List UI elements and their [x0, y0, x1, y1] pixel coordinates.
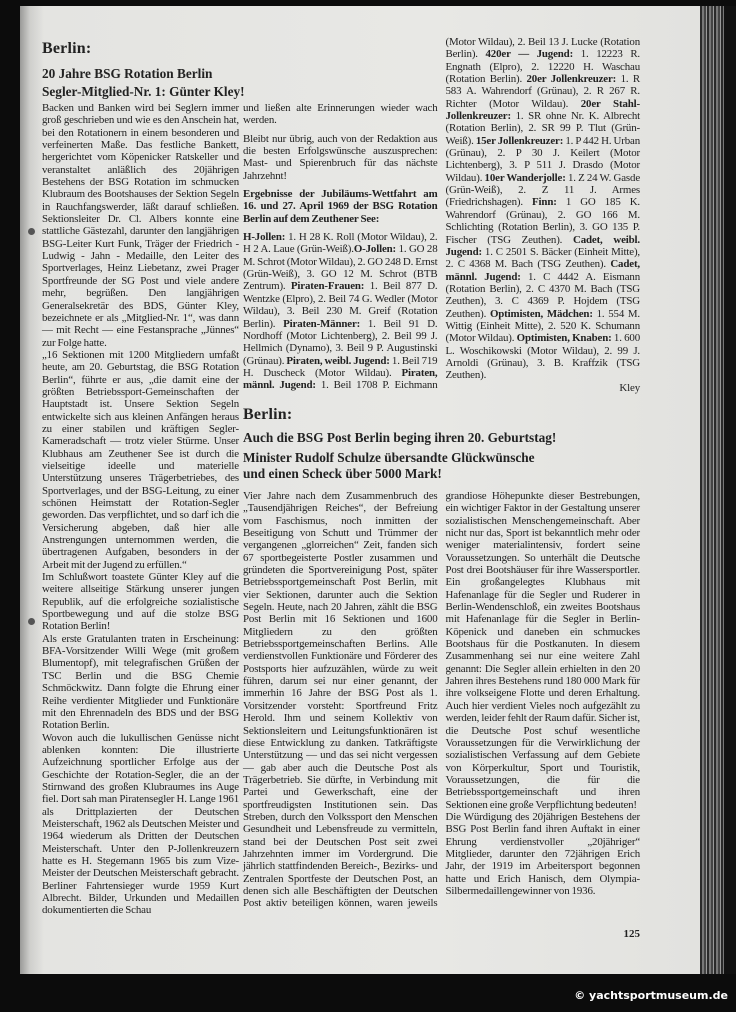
paragraph: Die Würdigung des 20jährigen Bestehens der BSG Post Berlin fand ihren Auftakt in einer Ehrung verdienstvoller „20jähriger“ Mitglieder, darunter den 72jährigen Erich Jahr, der 1919 im Arbeitersport begonnen hatte und Erich Hanisch, dem Olympia-Silbermedaillengewinner von 1936. [445, 810, 640, 897]
result-class-label: Cadet, männl. Jugend: [445, 258, 640, 283]
paragraph: Im Schlußwort toastete Günter Kley auf die weitere allseitige Stärkung unserer jungen Republik, auf die erfolgreiche sozialistische Sportbewegung und auf die stolze BSG Rotation Berlin! [42, 571, 239, 633]
result-class-label: Optimisten, Knaben: [516, 332, 612, 345]
result-entries: 1. P 442 H. Urban (Grünau), 2. P 30 J. Keilert (Motor Lichtenberg), 3. P 511 J. Drasdo (Motor Wildau). [445, 134, 641, 184]
result-class-label: Cadet, weibl. Jugend: [445, 233, 640, 258]
page-stack-edge [700, 6, 736, 974]
paragraph: Bleibt nur übrig, auch von der Redaktion aus die besten Erfolgswünsche auszusprechen: Mast- und Spierenbruch für das nächste Jahrzehnt! [243, 132, 438, 182]
result-class-label: Piraten-Männer: [283, 317, 361, 330]
author: Kley [619, 381, 640, 394]
result-class-label: 10er Wanderjolle: [484, 171, 566, 184]
results-heading: Ergebnisse der Jubiläums-Wettfahrt am 16. und 27. April 1969 der BSG Rotation Berlin auf dem Zeuthener See: [243, 188, 438, 225]
paragraph: Vier Jahre nach dem Zusammenbruch des „Tausendjährigen Reiches“, der Befreiung vom Faschismus, noch inmitten der Beseitigung von Schutt und Trümmer der vergangenen „glorreichen“ Zeit, fanden sich 67 sportbegeisterte Postler zusammen und gründeten die Sportvereinigung Post, später Betriebssportgemeinschaft Post Berlin, mit vier Sektionen, darunter auch die Sektion Segeln. Heute, nach 20 Jahren, zählt die BSG Post Berlin mit 16 Sektionen und 1600 Mitgliedern zu den größten Betriebssportgemeinschaften Berlins. Alle verdienstvollen Funktionäre und Förderer des Postsports hier aufzuzählen, würde zu weit führen, darum sei nur einer genannt, der immerhin 16 Jahre der BSG Post als 1. Vorsitzender vorsteht: Sportfreund Fritz Herold. Ihm und seinem Kollektiv von Sektionsleitern und Leitungsfunktionären ist diese Entwicklung zu danken. Tatkräftigste Unterstützung — und das sei nicht vergessen — gab aber auch die Deutsche Post als Trägerbetrieb. Sie dürfte, in Verbindung mit Partei und Gewerkschaft, eine der sportfreudigsten Institutionen sein. Das Streben, durch den Volkssport den Menschen Gesundheit und Lebensfreude zu vermitteln, stand bei der Deutschen Post seit zwei Jahrzehnten immer im Vordergrund. Die jährlich stattfindenden Bereich-, Bezirks- und Zentralen Sportfeste der Deutschen Post, an denen sich alle Beschäftigten der Deutschen Post aktiv beteiligen können, waren jeweils grandiose Höhepunkte dieser Bestrebungen, ein wichtiger Faktor in der Gestaltung unserer sozialistischen Menschengemeinschaft. Aber nicht nur das, Sport ist bekanntlich mehr oder weniger materialintensiv, fordert seine Voraussetzungen. So unterhält die Deutsche Post drei Bootshäuser für ihre Wassersportler. Ein großangelegtes Klubhaus mit Hafenanlage für die Segler und Ruderer in Berlin-Wendenschloß, ein zweites Bootshaus mit Hafenanlage für die Segler in Berlin-Köpenick und daneben ein schmuckes Bootshaus für die Postkanuten. In diesem Zusammenhang sei nur eine weitere Zahl genannt: Die Segler allein erhielten in den 20 Jahren ihres Bestehens rund 180 000 Mark für ihre volkseigene Flotte und deren Erhaltung. Auch hier verdient Vieles noch aufgezählt zu werden, leider fehlt der Raum dafür. Sicher ist, die Deutsche Post schuf wesentliche Voraussetzungen für die Verwirklichung der sozialistischen Verfassung auf dem Gebiete von Körperkultur, Sport und Touristik, Voraussetzungen, die für die Betriebssportgemeinschaft und ihren Sektionen eine große Verpflichtung bedeuten! [243, 489, 640, 910]
result-entries: 1. Z 24 W. Gasde (Grün-Weiß), 2. Z 11 J. Armes (Friedrichshagen). [445, 171, 640, 209]
result-entries: 1. H 28 K. Roll (Motor Wildau), 2. H 2 A. Laue (Grün-Weiß). [243, 231, 438, 256]
result-class-label: Piraten-Frauen: [290, 280, 365, 293]
paragraph: Als erste Gratulanten traten in Erscheinung: BFA-Vorsitzender Willi Wege (mit großem Blumentopf), mit telegrafischen Grüßen der TSC Berlin und die BSG Chemie Schmöckwitz. Dann folgte die Ehrung einer Reihe verdienter Mitglieder und Funktionäre mit den Ehrennadeln des BDS und der BSG Rotation Berlin. [42, 632, 239, 732]
result-entries: 1. C 4442 A. Eismann (Rotation Berlin), 2. C 4370 M. Bach (TSG Zeuthen), 3. C 4369 P. Hojdem (TSG Zeuthen). [445, 270, 640, 320]
binding-hole [28, 618, 35, 625]
result-class-label: H-Jollen: [243, 231, 286, 244]
article2-body [243, 490, 640, 910]
result-entries: 1. R 583 A. Wahrendorf (Grünau), 2. R 267 R. Richter (Motor Wildau). [445, 73, 640, 110]
result-class-label: O-Jollen: [353, 243, 397, 256]
result-entries: 1. 600 L. Woschikowski (Motor Wildau), 2. 99 J. Arnoldi (Grünau), 3. B. Kraffzik (TSG Zeuthen). [445, 332, 641, 382]
paragraph: und ließen alte Erinnerungen wieder wach werden. [243, 102, 438, 127]
result-class-label: Piraten, männl. Jugend: [243, 366, 438, 392]
result-entries: 1. 12223 R. Engnath (Elpro), 2. 12220 H. Waschau (Rotation Berlin). [445, 48, 640, 86]
result-class-label: 15er Jollenkreuzer: [475, 134, 564, 147]
binding-hole [28, 228, 35, 235]
result-entries: 1. GO 28 M. Schrot (Motor Wildau), 2. GO 248 D. Ernst (Grün-Weiß), 3. GO 12 M. Schrot (BTB Zentrum). [243, 243, 438, 293]
watermark: © yachtsportmuseum.de [574, 989, 728, 1002]
result-entries: 1. Beil 91 D. Nordhoff (Motor Lichtenberg), 2. Beil 99 J. Hellmich (Dynamo), 3. Beil 9 P. Augustinski (Grünau). [243, 317, 438, 367]
result-entries: 1. 554 M. Wittig (Einheit Mitte), 2. 520 K. Schumann (Motor Wildau). [445, 307, 640, 345]
article2-subtitle-line2: und einen Scheck über 5000 Mark! [243, 465, 442, 481]
result-class-label: 20er Stahl-Jollenkreuzer: [445, 97, 640, 123]
result-entries: 1. Beil 1708 P. Eichmann (Motor Wildau), 2. Beil 13 J. Lucke (Rotation Berlin). [315, 36, 640, 392]
result-class-label: Piraten, weibl. Jugend: [286, 354, 390, 367]
result-class-label: 20er Jollenkreuzer: [526, 73, 617, 86]
result-entries: 1. C 2501 S. Bäcker (Einheit Mitte), 2. C 4368 M. Bach (TSG Zeuthen). [445, 245, 640, 271]
article1-subtitle: Segler-Mitglied-Nr. 1: Günter Kley! [42, 84, 245, 99]
result-class-label: 420er — Jugend: [485, 48, 574, 61]
article2-title: Auch die BSG Post Berlin beging ihren 20. Geburtstag! [243, 429, 557, 445]
result-entries: 1 GO 185 K. Wahrendorf (Grünau), 2. GO 166 M. Schlichting (Rotation Berlin), 3. GO 135 P. Fischer (TSG Zeuthen). [445, 196, 640, 246]
paragraph: Backen und Banken wird bei Seglern immer groß geschrieben und wie es den Anschein hat, bei den Rotationern in einem besonderen und verfeinerten Maße. Das festliche Bankett, hergerichtet vom Köpenicker Ratskeller und veranstaltet anläßlich des 20jährigen Bestehens der BSG Rotation im schmucken Klubraum des Bootshauses der Sektion Segeln in Rauchfangswerder, läßt darauf schließen. Sektionsleiter Dr. Cl. Albers konnte eine stattliche Gästezahl, darunter den langjährigen BSG-Leiter Kurt Funk, Träger der Friedrich - Ludwig - Jahn - Medaille, den Leiter des Sportverlages, Heinz Liebetanz, zwei Prager Sportfreunde der SG Post und viele andere mehr, begrüßen. Den langjährigen Generalsekretär des BDS, Günter Kley, bezeichnete er als „Mitglied-Nr. 1“, was dann — mit Recht — eine Festansprache „Jünnes“ zur Folge hatte. [42, 102, 239, 349]
result-entries: 1. Beil 719 H. Duscheck (Motor Wildau). [243, 354, 438, 379]
right-content-area [243, 36, 640, 940]
paragraph: Wovon auch die lukullischen Genüsse nicht ablenken konnten: Die illustrierte Aufzeichnung sportlicher Erfolge aus der Geschichte der Rotation-Segler, die an der Stirnwand des großen Klubraumes ins Auge fiel. Dort sah man Piratensegler H. Lange 1961 als Drittplazierten der Deutschen Meisterschaft, 1962 als Deutschen Meister und 1964 wiederum als Dritten der Deutschen Meisterschaft. Unter den P-Jollenkreuzern hatte es H. Stegemann 1965 bis zum Vize-Meister der Deutschen Meisterschaft gebracht. Berliner Fahrtensieger wurde 1959 Kurt Albrecht. Bilder, Urkunden und Medaillen dokumentierten die Schau [42, 731, 239, 917]
paragraph: „16 Sektionen mit 1200 Mitgliedern umfaßt heute, am 20. Geburtstag, die BSG Rotation Berlin“, führte er aus, „die damit eine der größten Betriebssport-Gemeinschaften der Hauptstadt ist. Unsere Sektion Segeln entwickelte sich aus kleinen Anfängen heraus zu einer stabilen und kräftigen Segler-Kameradschaft — trotz vieler Stürme. Unser Klubhaus am Zeuthener See ist durch die vielseitige ideelle und materielle Unterstützung unseres Trägerbetriebes, des Sportverlages, und der BSG-Leitung, zu einer schönen Heimstatt der Rotation-Segler geworden. Das verpflichtet, und so darf ich die Versicherung abgeben, daß hier alle Anstrengungen unternommen werden, die übertragenen Aufgaben, besonders in der Arbeit mit der Jugend zu erfüllen.“ [42, 348, 239, 571]
article1-columns-right [243, 36, 640, 394]
column-top-space [243, 36, 438, 102]
result-class-label: Optimisten, Mädchen: [489, 307, 593, 320]
article2-subtitle-line1: Minister Rudolf Schulze übersandte Glückwünsche [243, 449, 535, 465]
result-entries: 1. Beil 877 D. Wentzke (Elpro), 2. Beil 74 G. Wedler (Motor Wildau), 3. Beil 230 M. Greif (Rotation Berlin). [243, 280, 438, 330]
page-number: 125 [623, 927, 640, 940]
result-entries: 1. SR ohne Nr. K. Albrecht (Rotation Berlin), 2. SR 99 P. Tlut (Grün-Weiß). [445, 110, 640, 147]
result-class-label: Finn: [532, 196, 557, 209]
article1-column-left [42, 102, 239, 917]
article2-section-heading: Berlin: [243, 405, 293, 423]
article1-title: 20 Jahre BSG Rotation Berlin [42, 66, 213, 81]
article1-section-heading: Berlin: [42, 40, 92, 57]
